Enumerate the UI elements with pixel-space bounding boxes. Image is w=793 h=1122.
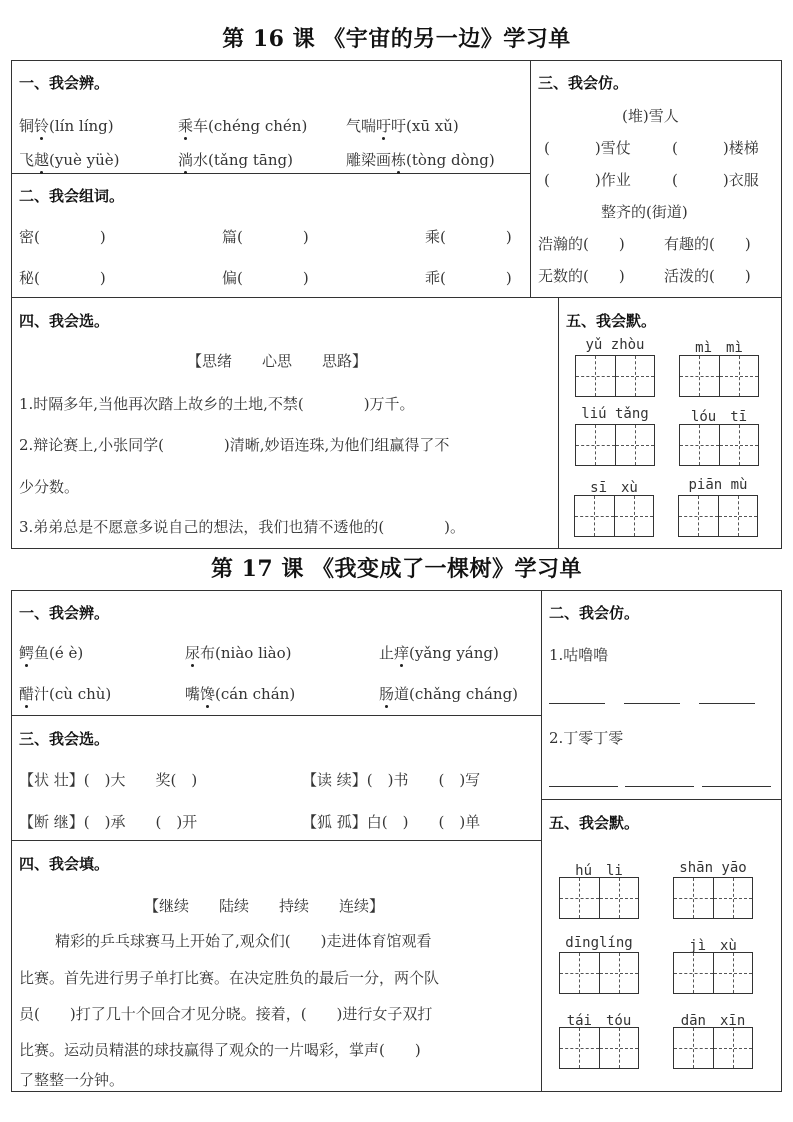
- l17-s4-options: 【继续 陆续 持续 连续】: [144, 897, 385, 915]
- l16-s3-item[interactable]: ( )衣服: [672, 171, 759, 189]
- lesson16-title: 第 16 课 《宇宙的另一边》学习单: [222, 26, 571, 52]
- pinyin-label: dīnglíng: [565, 935, 633, 951]
- l16-s1-heading: 一、我会辨。: [19, 74, 110, 92]
- pinyin-label: sī xù: [590, 480, 638, 496]
- l17-s4-line[interactable]: 比赛。运动员精湛的球技赢得了观众的一片喝彩，掌声( ): [19, 1041, 421, 1059]
- writing-grid[interactable]: [559, 877, 639, 919]
- l17-s3-item[interactable]: 【读 续】( )书 ( )写: [302, 771, 481, 789]
- l16-s4-question-cont: 少分数。: [19, 478, 80, 496]
- l16-s1-item: 铜铃(lín líng): [19, 117, 114, 135]
- lesson17-title: 第 17 课 《我变成了一棵树》学习单: [210, 556, 583, 582]
- answer-blank[interactable]: [624, 703, 680, 704]
- l16-s1-item: 淌水(tǎng tāng): [178, 151, 293, 169]
- divider: [11, 840, 541, 841]
- l17-s4-line[interactable]: 员( )打了几十个回合才见分晓。接着，( )进行女子双打: [19, 1005, 433, 1023]
- writing-grid[interactable]: [574, 495, 654, 537]
- writing-grid[interactable]: [559, 1027, 639, 1069]
- l17-s3-item[interactable]: 【断 继】( )承 ( )开: [19, 813, 198, 831]
- answer-blank[interactable]: [702, 786, 771, 787]
- l16-s4-question[interactable]: 2.辩论赛上,小张同学( )清晰,妙语连珠,为他们组赢得了不: [19, 436, 450, 454]
- l17-s1-item: 肠道(chǎng cháng): [379, 685, 519, 703]
- writing-grid[interactable]: [679, 355, 759, 397]
- l16-s2-item[interactable]: 乘( ): [425, 228, 512, 246]
- l16-s2-item[interactable]: 乖( ): [425, 269, 512, 287]
- l16-s1-item: 乘车(chéng chén): [178, 117, 308, 135]
- pinyin-label: hú li: [575, 863, 623, 879]
- pinyin-label: lóu tī: [690, 409, 748, 425]
- answer-blank[interactable]: [549, 703, 605, 704]
- l16-s1-item: 气喘吁吁(xū xǔ): [346, 117, 459, 135]
- answer-blank[interactable]: [699, 703, 755, 704]
- l16-s3-example: 整齐的(街道): [601, 203, 688, 221]
- divider: [541, 799, 782, 800]
- writing-grid[interactable]: [559, 952, 639, 994]
- pinyin-label: yǔ zhòu: [585, 337, 645, 353]
- divider: [11, 715, 541, 716]
- l17-s1-item: 鳄鱼(é è): [19, 644, 84, 662]
- l17-s4-line[interactable]: 精彩的乒乓球赛马上开始了,观众们( )走进体育馆观看: [55, 932, 432, 950]
- writing-grid[interactable]: [678, 495, 758, 537]
- l16-s3-item[interactable]: ( )楼梯: [672, 139, 759, 157]
- l16-s2-item[interactable]: 秘( ): [19, 269, 106, 287]
- l16-s3-item[interactable]: 浩瀚的( ): [538, 235, 625, 253]
- writing-grid[interactable]: [575, 424, 655, 466]
- pinyin-label: jì xù: [689, 938, 737, 954]
- l16-s1-item: 雕梁画栋(tòng dòng): [346, 151, 495, 169]
- pinyin-label: mì mì: [695, 340, 743, 356]
- l17-s1-heading: 一、我会辨。: [19, 604, 110, 622]
- divider: [558, 297, 559, 549]
- l17-s1-item: 醋汁(cù chù): [19, 685, 112, 703]
- l17-s3-heading: 三、我会选。: [19, 730, 110, 748]
- l17-s1-item: 嘴馋(cán chán): [185, 685, 296, 703]
- l17-s1-item: 尿布(niào liào): [185, 644, 292, 662]
- l16-s2-item[interactable]: 偏( ): [222, 269, 309, 287]
- l17-s2-heading: 二、我会仿。: [549, 604, 640, 622]
- writing-grid[interactable]: [679, 424, 759, 466]
- divider: [530, 60, 531, 297]
- l16-s4-question[interactable]: 3.弟弟总是不愿意多说自己的想法，我们也猜不透他的( )。: [19, 518, 466, 536]
- l16-s3-heading: 三、我会仿。: [538, 74, 629, 92]
- pinyin-label: piān mù: [688, 477, 748, 493]
- l17-s2-question: 1.咕噜噜: [549, 646, 609, 664]
- writing-grid[interactable]: [575, 355, 655, 397]
- l17-s4-line: 比赛。首先进行男子单打比赛。在决定胜负的最后一分，两个队: [19, 969, 440, 987]
- l16-s2-item[interactable]: 篇( ): [222, 228, 309, 246]
- l16-s3-item[interactable]: 活泼的( ): [664, 267, 751, 285]
- l16-s3-item[interactable]: ( )作业: [544, 171, 631, 189]
- l16-s4-heading: 四、我会选。: [19, 312, 110, 330]
- writing-grid[interactable]: [673, 952, 753, 994]
- divider: [11, 173, 530, 174]
- answer-blank[interactable]: [625, 786, 694, 787]
- l16-s5-heading: 五、我会默。: [566, 312, 657, 330]
- l17-s5-heading: 五、我会默。: [549, 814, 640, 832]
- writing-grid[interactable]: [673, 877, 753, 919]
- l17-s2-question: 2.丁零丁零: [549, 729, 624, 747]
- l17-s3-item[interactable]: 【状 壮】( )大 奖( ): [19, 771, 198, 789]
- writing-grid[interactable]: [673, 1027, 753, 1069]
- l16-s3-item[interactable]: 无数的( ): [538, 267, 625, 285]
- l17-s4-line: 了整整一分钟。: [19, 1071, 125, 1089]
- l16-s1-item: 飞越(yuè yüè): [19, 151, 120, 169]
- l17-s1-item: 止痒(yǎng yáng): [379, 644, 499, 662]
- l16-s3-example: (堆)雪人: [622, 107, 679, 125]
- l16-s4-question[interactable]: 1.时隔多年,当他再次踏上故乡的土地,不禁( )万千。: [19, 395, 415, 413]
- l17-s4-heading: 四、我会填。: [19, 855, 110, 873]
- pinyin-label: tái tóu: [566, 1013, 632, 1029]
- pinyin-label: shān yāo: [679, 860, 747, 876]
- divider: [11, 297, 782, 298]
- l16-s3-item[interactable]: 有趣的( ): [664, 235, 751, 253]
- divider: [541, 590, 542, 1092]
- l17-s3-item[interactable]: 【狐 孤】白( ) ( )单: [302, 813, 481, 831]
- answer-blank[interactable]: [549, 786, 618, 787]
- pinyin-label: dān xīn: [680, 1013, 746, 1029]
- l16-s4-options: 【思绪 心思 思路】: [187, 352, 368, 370]
- l16-s2-item[interactable]: 密( ): [19, 228, 106, 246]
- l16-s3-item[interactable]: ( )雪仗: [544, 139, 631, 157]
- pinyin-label: liú tǎng: [581, 406, 649, 422]
- l16-s2-heading: 二、我会组词。: [19, 187, 125, 205]
